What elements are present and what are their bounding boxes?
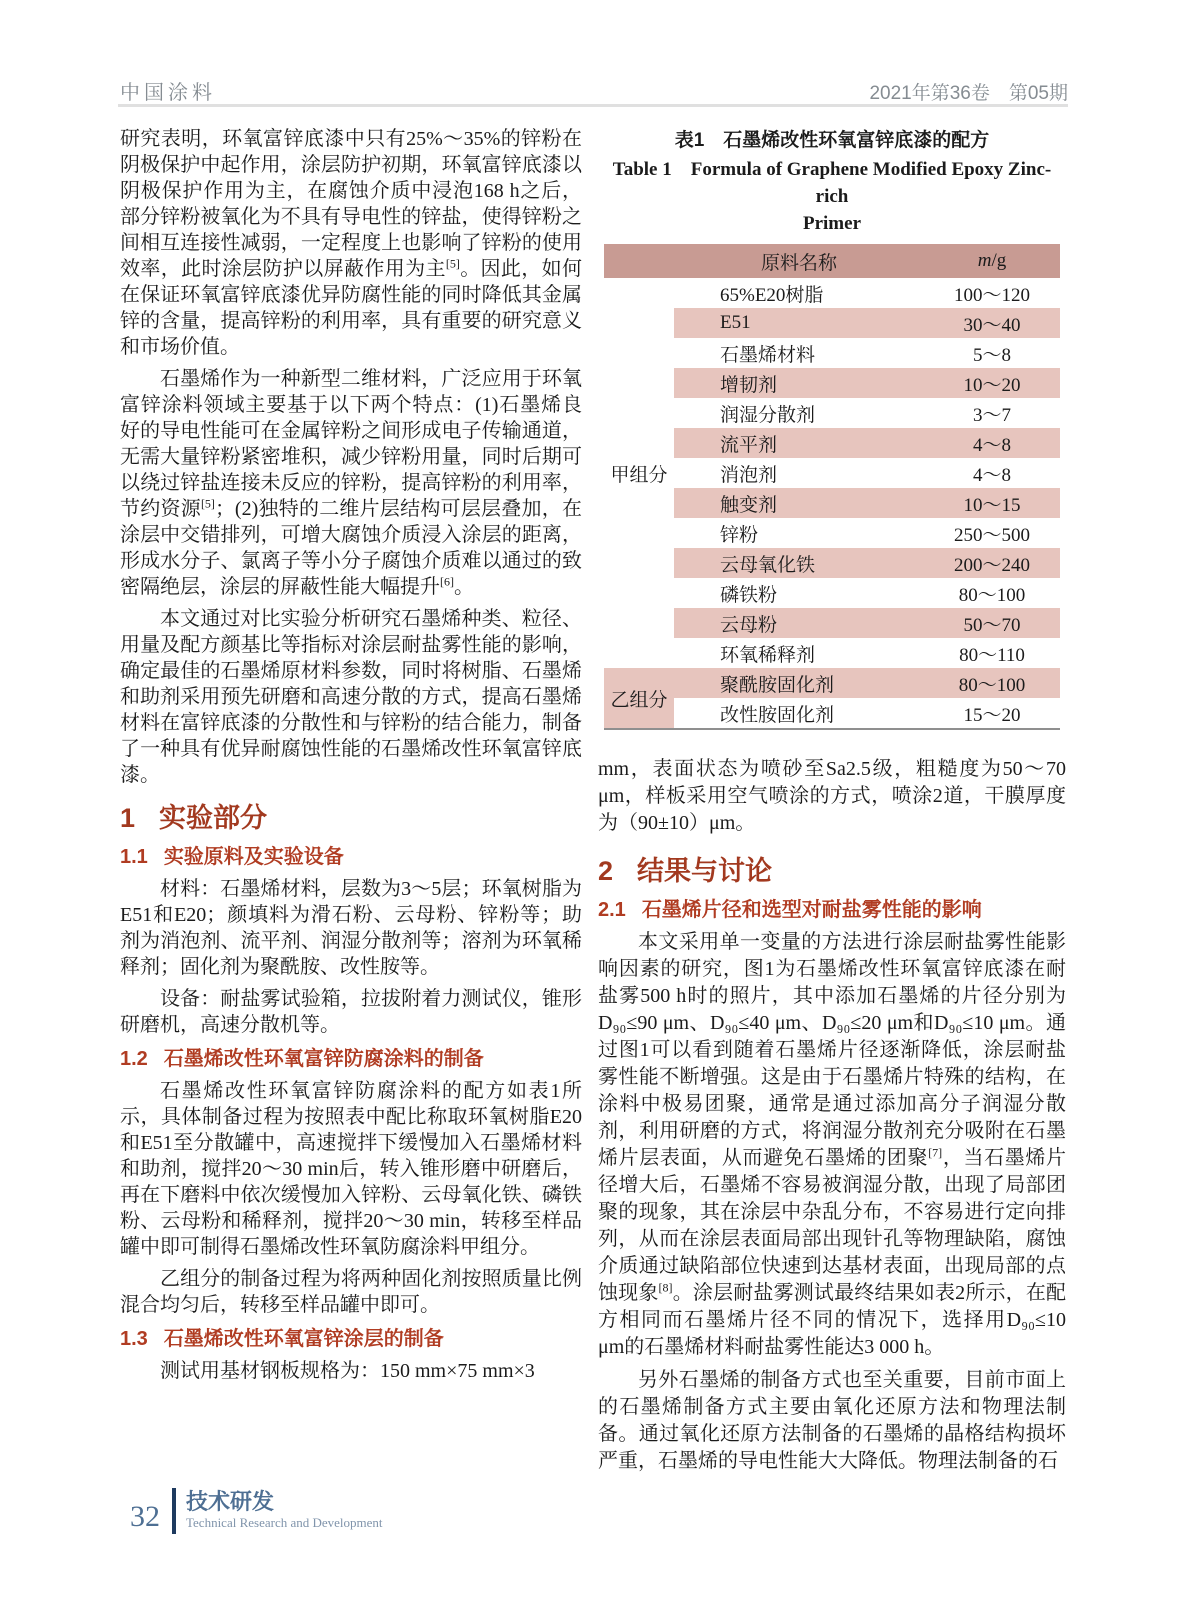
section-title: 实验部分 <box>159 803 268 833</box>
citation-ref-5: [5] <box>200 496 215 511</box>
table-material-cell: 消泡剂 <box>720 464 778 486</box>
materials-paragraph: 材料：石墨烯材料，层数为3～5层；环氧树脂为E51和E20；颜填料为滑石粉、云母粉、锌粉等；助剂为消泡剂、流平剂、润湿分散剂等；溶剂为环氧稀释剂；固化剂为聚酰胺、改性胺等。 <box>120 878 582 978</box>
study-overview-paragraph: 本文通过对比实验分析研究石墨烯种类、粒径、用量及配方颜基比等指标对涂层耐盐雾性能的影响，确定最佳的石墨烯原材料参数，同时将树脂、石墨烯和助剂采用预先研磨和高速分散的方式，提高石墨烯材料在富锌底漆的分散性和与锌粉的结合能力，制备了一种具有优异耐腐蚀性能的石墨烯改性环氧富锌底漆。 <box>120 608 582 786</box>
subsection-title: 石墨烯改性环氧富锌涂层的制备 <box>163 1328 444 1350</box>
table-material-cell: 增韧剂 <box>674 368 924 398</box>
table1-caption-zh: 表1 石墨烯改性环氧富锌底漆的配方 <box>674 130 990 151</box>
paragraph-text: 。 <box>454 576 474 598</box>
footer-divider-bar <box>172 1488 176 1534</box>
graphene-features-paragraph <box>120 366 582 600</box>
paragraph-text: 本文采用单一变量的方法进行涂层耐盐雾性能影响因素的研究，图1为石墨烯改性环氧富锌底漆在耐盐雾500 h时的照片，其中添加石墨烯的片径分别为D₉₀≤90 μm、D₉₀≤40 μm、D₉₀≤20 μm和D₉₀≤10 μm。通过图1可以看到随着石墨烯片径逐渐降低，涂层耐盐雾性能不断增强。这是由于石墨烯片特殊的结构，在涂料中极易团聚，通常是通过添加高分子润湿分散剂，利用研磨的方式，将润湿分散剂充分吸附在石墨烯片层表面，从而避免石墨烯的团聚 <box>598 931 1066 1169</box>
journal-name: 中国涂料 <box>120 82 216 104</box>
particle-size-discussion-paragraph <box>598 929 1066 1361</box>
table-mass-cell: 10～20 <box>924 368 1060 398</box>
table-material-cell: 云母粉 <box>674 608 924 638</box>
table-mass-cell: 80～100 <box>924 668 1060 698</box>
table-mass-cell: 100～120 <box>953 284 1030 306</box>
paragraph-text: 。涂层耐盐雾测试最终结果如表2所示，在配方相同而石墨烯片径不同的情况下，选择用D₉₀≤10 μm的石墨烯材料耐盐雾性能达3 000 h。 <box>598 1282 1067 1358</box>
footer-column-block <box>186 1490 383 1532</box>
section-number: 1 <box>120 803 136 833</box>
subsection-heading-film-preparation <box>120 1326 582 1352</box>
subsection-heading-particle-size <box>598 897 1066 923</box>
table-material-cell: 改性胺固化剂 <box>720 704 835 726</box>
table-material-cell: 环氧稀释剂 <box>720 644 816 666</box>
paragraph-text: ；(2)独特的二维片层结构可层层叠加，在涂层中交错排列，可增大腐蚀介质浸入涂层的距离，形成水分子、氯离子等小分子腐蚀介质难以通过的致密隔绝层，涂层的屏蔽性能大幅提升 <box>120 498 582 598</box>
citation-ref-5: [5] <box>445 256 460 271</box>
page-footer <box>130 1488 383 1534</box>
subsection-number: 1.2 <box>120 1048 148 1070</box>
formula-table <box>604 244 1060 730</box>
mass-symbol: m <box>977 250 992 271</box>
right-column <box>598 128 1066 1481</box>
table-mass-cell: 3～7 <box>972 404 1011 426</box>
table-material-cell: 流平剂 <box>674 428 924 458</box>
mass-unit: /g <box>991 250 1007 271</box>
subsection-heading-coating-preparation <box>120 1046 582 1072</box>
table-mass-cell: 10～15 <box>924 488 1060 518</box>
table-material-cell: 65%E20树脂 <box>720 284 824 306</box>
table-material-cell: 润湿分散剂 <box>720 404 816 426</box>
table-mass-cell: 15～20 <box>963 704 1021 726</box>
table-mass-cell: 4～8 <box>972 464 1011 486</box>
footer-section-zh: 技术研发 <box>186 1489 275 1514</box>
page-header <box>120 76 1068 105</box>
component-a-preparation-paragraph: 石墨烯改性环氧富锌防腐涂料的配方如表1所示，具体制备过程为按照表中配比称取环氧树脂E20和E51至分散罐中，高速搅拌下缓慢加入石墨烯材料和助剂，搅拌20～30 min后，转入锥形磨中研磨后，再在下磨料中依次缓慢加入锌粉、云母氧化铁、磷铁粉、云母粉和稀释剂，搅拌20～30 min，转移至样品罐中即可制得石墨烯改性环氧防腐涂料甲组分。 <box>120 1080 582 1258</box>
table-mass-cell: 30～40 <box>924 308 1060 338</box>
table-mass-cell: 80～110 <box>959 644 1025 666</box>
section-heading-results <box>598 855 1066 887</box>
issue-info: 2021年第36卷 第05期 <box>869 83 1068 104</box>
section-title: 结果与讨论 <box>637 856 773 886</box>
table-mass-cell: 50～70 <box>924 608 1060 638</box>
subsection-heading-materials <box>120 844 582 870</box>
caption-en-line2: Primer <box>802 213 861 234</box>
table-material-cell: 石墨烯材料 <box>720 344 816 366</box>
zinc-primer-background-paragraph <box>120 126 582 360</box>
table-material-cell: 聚酰胺固化剂 <box>674 668 924 698</box>
section-number: 2 <box>598 856 614 886</box>
subsection-number: 2.1 <box>598 899 626 921</box>
subsection-title: 实验原料及实验设备 <box>163 846 344 868</box>
paragraph-text: 研究表明，环氧富锌底漆中只有25%～35%的锌粉在阴极保护中起作用，涂层防护初期，环氧富锌底漆以阴极保护作用为主，在腐蚀介质中浸泡168 h之后，部分锌粉被氧化为不具有导电性的锌盐，使得锌粉之间相互连接性减弱，一定程度上也影响了锌粉的使用效率，此时涂层防护以屏蔽作用为主 <box>120 128 582 280</box>
table-material-cell: 触变剂 <box>674 488 924 518</box>
table-header-mass-unit <box>924 244 1060 278</box>
footer-section-en: Technical Research and Development <box>186 1515 383 1530</box>
paragraph-text: ，当石墨烯片径增大后，石墨烯不容易被润湿分散，出现了局部团聚的现象，其在涂层中杂乱分布，不容易进行定向排列，从而在涂层表面局部出现针孔等物理缺陷，腐蚀介质通过缺陷部位快速到达基材表面，出现局部的点蚀现象 <box>598 1147 1067 1304</box>
header-divider <box>118 104 1068 107</box>
left-column <box>120 126 582 1390</box>
table-group-label: 甲组分 <box>610 464 668 486</box>
citation-ref-6: [6] <box>440 574 454 589</box>
table-mass-cell: 80～100 <box>958 584 1026 606</box>
table-group-label: 乙组分 <box>604 668 674 728</box>
substrate-spec-paragraph: 测试用基材钢板规格为：150 mm×75 mm×3 <box>160 1360 535 1382</box>
table-mass-cell: 4～8 <box>924 428 1060 458</box>
page-number: 32 <box>130 1500 160 1533</box>
table-mass-cell: 200～240 <box>924 548 1060 578</box>
subsection-title: 石墨烯片径和选型对耐盐雾性能的影响 <box>641 899 982 921</box>
caption-en-line1: Table 1 Formula of Graphene Modified Epoxy Zinc-rich <box>612 159 1052 207</box>
table-material-cell: 磷铁粉 <box>720 584 778 606</box>
equipment-paragraph: 设备：耐盐雾试验箱，拉拔附着力测试仪，锥形研磨机，高速分散机等。 <box>120 988 582 1036</box>
section-heading-experiment <box>120 802 582 834</box>
citation-ref-7: [7] <box>928 1145 943 1160</box>
component-b-preparation-paragraph: 乙组分的制备过程为将两种固化剂按照质量比例混合均匀后，转移至样品罐中即可。 <box>120 1268 582 1316</box>
table-header-group-cell <box>604 244 674 278</box>
table-material-cell: 云母氧化铁 <box>674 548 924 578</box>
table-mass-cell: 5～8 <box>972 344 1011 366</box>
subsection-number: 1.3 <box>120 1328 148 1350</box>
table1-caption-en <box>598 156 1066 237</box>
substrate-spec-continued-paragraph: mm，表面状态为喷砂至Sa2.5级，粗糙度为50～70 μm，样板采用空气喷涂的方式，喷涂2道，干膜厚度为（90±10）μm。 <box>598 758 1066 834</box>
table-material-cell: 锌粉 <box>720 524 759 546</box>
paragraph-text: 。因此，如何在保证环氧富锌底漆优异防腐性能的同时降低其金属锌的含量，提高锌粉的利用率，具有重要的研究意义和市场价值。 <box>120 258 583 358</box>
subsection-number: 1.1 <box>120 846 148 868</box>
paragraph-text: 石墨烯作为一种新型二维材料，广泛应用于环氧富锌涂料领域主要基于以下两个特点：(1)石墨烯良好的导电性能可在金属锌粉之间形成电子传输通道，无需大量锌粉紧密堆积，减少锌粉用量，同时后期可以绕过锌盐连接未反应的锌粉，提高锌粉的利用率，节约资源 <box>120 368 582 520</box>
subsection-title: 石墨烯改性环氧富锌防腐涂料的制备 <box>163 1048 484 1070</box>
preparation-method-discussion-paragraph: 另外石墨烯的制备方式也至关重要，目前市面上的石墨烯制备方式主要由氧化还原方法和物理法制备。通过氧化还原方法制备的石墨烯的晶格结构损坏严重，石墨烯的导电性能大大降低。物理法制备的石 <box>598 1369 1066 1472</box>
table-mass-cell: 250～500 <box>953 524 1030 546</box>
table-material-cell: E51 <box>674 308 924 338</box>
citation-ref-8: [8] <box>658 1280 673 1295</box>
table-header-material: 原料名称 <box>674 244 924 278</box>
